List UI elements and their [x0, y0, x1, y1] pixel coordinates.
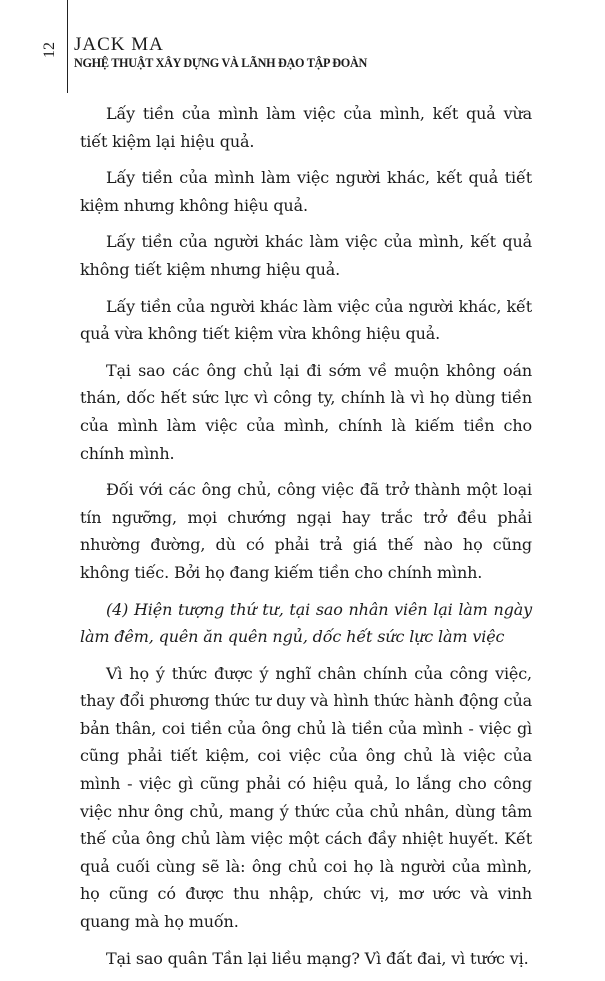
running-header: [74, 34, 367, 70]
header-divider: [67, 0, 68, 93]
paragraph-7: Vì họ ý thức được ý nghĩ chân chính của công việc, thay đổi phương thức tư duy và hình thức hành động của bản thân, coi tiền của ông chủ là tiền của mình - việc gì cũng phải tiết kiệm, coi việc của ông chủ là việc của mình - việc gì cũng phải có hiệu quả, lo lắng cho công việc như ông chủ, mang ý thức của chủ nhân, dùng tâm thế của ông chủ làm việc một cách đầy nhiệt huyết. Kết quả cuối cùng sẽ là: ông chủ coi họ là người của mình, họ cũng có được thu nhập, chức vị, mơ ước và vinh quang mà họ muốn.: [80, 663, 532, 932]
section-heading: (4) Hiện tượng thứ tư, tại sao nhân viên lại làm ngày làm đêm, quên ăn quên ngủ, dốc hết sức lực làm việc: [80, 599, 532, 647]
page-number: 12: [41, 42, 58, 58]
paragraph-5: Tại sao các ông chủ lại đi sớm về muộn không oán thán, dốc hết sức lực vì công ty, chính là vì họ dùng tiền của mình làm việc của mình, chính là kiếm tiền cho chính mình.: [80, 360, 532, 463]
paragraph-4: Lấy tiền của người khác làm việc của người khác, kết quả vừa không tiết kiệm vừa không hiệu quả.: [80, 296, 532, 344]
paragraph-2: Lấy tiền của mình làm việc người khác, kết quả tiết kiệm nhưng không hiệu quả.: [80, 168, 532, 215]
paragraph-3: Lấy tiền của người khác làm việc của mình, kết quả không tiết kiệm nhưng hiệu quả.: [80, 232, 532, 279]
book-title: JACK MA: [74, 34, 164, 55]
paragraph-8: Tại sao quân Tần lại liều mạng? Vì đất đai, vì tước vị.: [106, 948, 529, 968]
book-subtitle: NGHỆ THUẬT XÂY DỰNG VÀ LÃNH ĐẠO TẬP ĐOÀN: [74, 56, 367, 70]
paragraph-6: Đối với các ông chủ, công việc đã trở thành một loại tín ngưỡng, mọi chướng ngại hay trắc trở đều phải nhường đường, dù có phải trả giá thế nào họ cũng không tiếc. Bởi họ đang kiếm tiền cho chính mình.: [80, 480, 532, 582]
paragraph-1: Lấy tiền của mình làm việc của mình, kết quả vừa tiết kiệm lại hiệu quả.: [80, 104, 532, 151]
page-body: [80, 100, 532, 981]
